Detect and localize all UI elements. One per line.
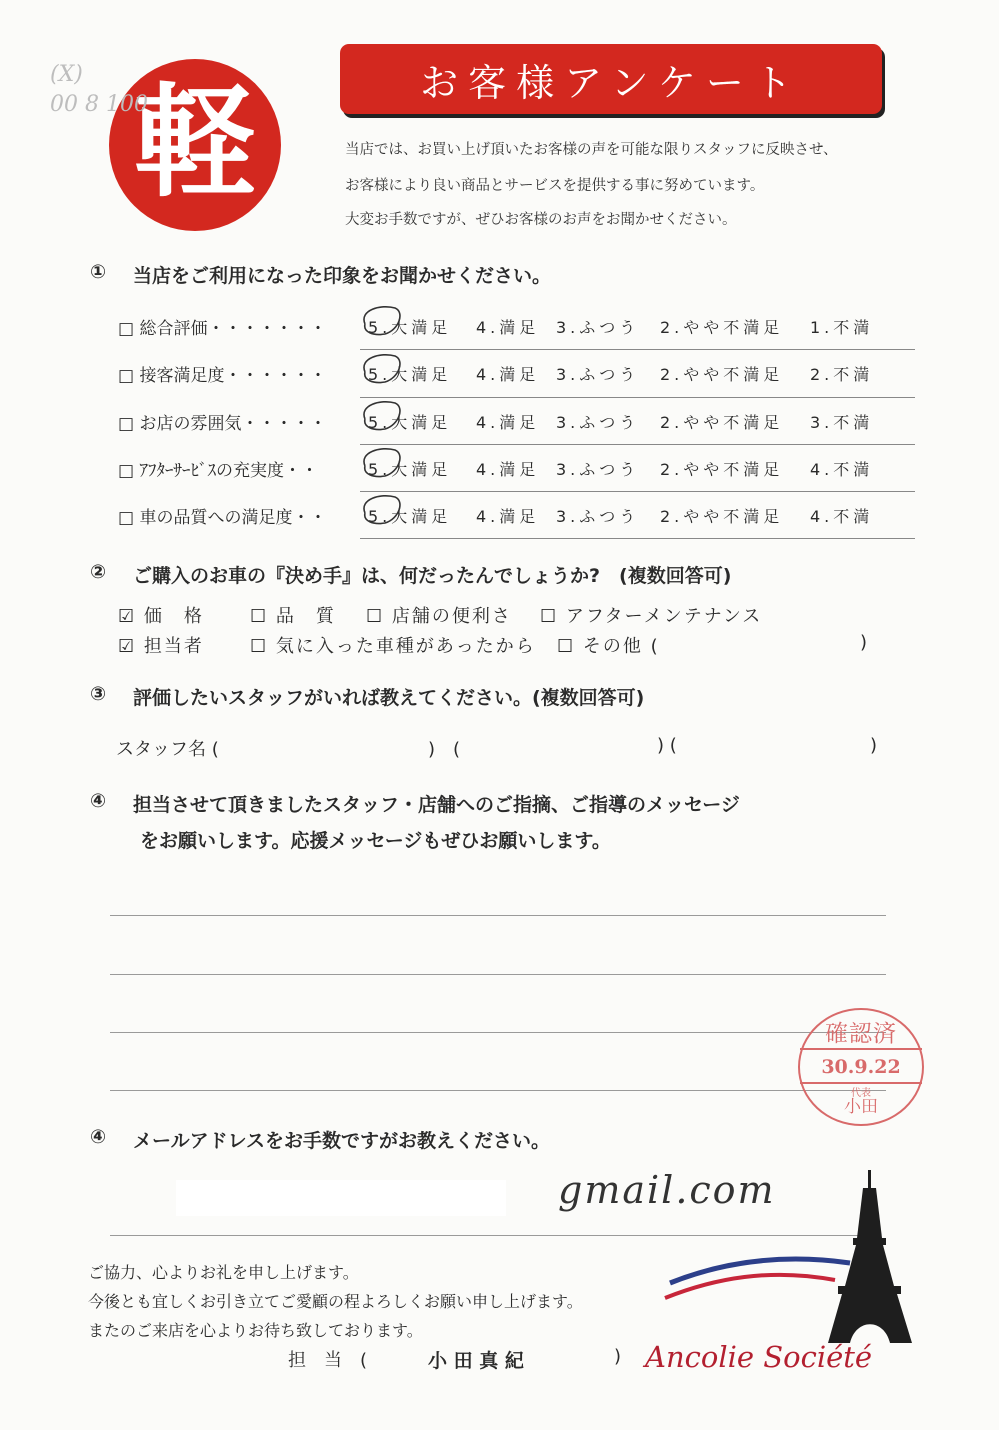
checkbox-checked-icon[interactable]: ☑ [118, 606, 137, 627]
page-title: お客様アンケート [420, 60, 802, 105]
message-line [110, 1032, 886, 1033]
tantou-name: 小 田 真 紀 [428, 1350, 524, 1372]
rating-options [368, 457, 873, 480]
answer-circles [355, 302, 415, 537]
staff-name-input-1[interactable] [240, 733, 420, 759]
rating-opt-3[interactable]: 3.ふつう [556, 460, 640, 479]
q3-text: 評価したいスタッフがいれば教えてください。(複数回答可) [133, 687, 645, 709]
row-divider [360, 491, 915, 492]
checkbox-checked-icon[interactable]: ☑ [118, 636, 137, 657]
row-divider [360, 444, 915, 445]
staff-label: スタッフ名 ( [116, 739, 219, 760]
confirmation-stamp [798, 1008, 924, 1126]
rating-opt-4[interactable]: 4.満足 [476, 413, 540, 432]
checkbox-icon[interactable]: ☐ [557, 636, 576, 657]
rating-opt-5[interactable]: 5.大満足 [368, 460, 452, 479]
message-line [110, 1090, 886, 1091]
row-divider [360, 349, 915, 350]
rating-opt-1[interactable]: 4.不満 [810, 460, 874, 479]
rating-opt-4[interactable]: 4.満足 [476, 318, 540, 337]
rating-options [368, 362, 873, 385]
row-divider [360, 397, 915, 398]
stamp-divider [800, 1048, 922, 1050]
rating-label[interactable]: □ 接客満足度・・・・・・ [118, 366, 327, 386]
header-note-line1: (X) [50, 62, 83, 87]
intro-line-1: 当店では、お買い上げ頂いたお客様の声を可能な限りスタッフに反映させ、 [345, 142, 838, 158]
rating-opt-3[interactable]: 3.ふつう [556, 318, 640, 337]
rating-opt-2[interactable]: 2.やや不満足 [660, 460, 784, 479]
answer-circle [364, 402, 400, 430]
rating-label[interactable]: □ 車の品質への満足度・・ [118, 508, 327, 528]
brand-name: Ancolie Société [645, 1340, 873, 1374]
q4-text-line1: 担当させて頂きましたスタッフ・店舗へのご指摘、ご指導のメッセージ [133, 794, 740, 816]
logo-char: 軽 [134, 72, 256, 214]
staff-name-input-3[interactable] [700, 733, 860, 759]
rating-opt-5[interactable]: 5.大満足 [368, 413, 452, 432]
message-line [110, 915, 886, 916]
rating-opt-5[interactable]: 5.大満足 [368, 507, 452, 526]
option-other-close: ) [860, 632, 870, 653]
option-price-label: 価 格 [143, 606, 204, 627]
q4-text-line2: をお願いします。応援メッセージもぜひお願いします。 [140, 830, 611, 852]
rating-opt-2[interactable]: 2.やや不満足 [660, 413, 784, 432]
staff-paren-1: ) ( [428, 739, 461, 760]
rating-options [368, 504, 873, 527]
eiffel-tower-icon [828, 1170, 912, 1343]
tantou-label: 担 当 ( [288, 1350, 368, 1371]
rating-opt-5[interactable]: 5.大満足 [368, 318, 452, 337]
q5-number: ④ [90, 1126, 107, 1148]
answer-circle [364, 496, 400, 524]
q2-number: ② [90, 561, 107, 583]
rating-opt-4[interactable]: 4.満足 [476, 460, 540, 479]
intro-line-2: お客様により良い商品とサービスを提供する事に努めています。 [345, 178, 765, 194]
rating-label[interactable]: □ 総合評価・・・・・・・ [118, 319, 327, 339]
checkbox-icon[interactable]: ☐ [366, 606, 385, 627]
option-quality-label: 品 質 [275, 606, 336, 627]
rating-opt-1[interactable]: 1.不満 [810, 318, 874, 337]
option-convenience-label: 店舗の便利さ [391, 606, 512, 627]
stamp-name: 小田 [844, 1097, 878, 1117]
option-price[interactable] [118, 602, 204, 628]
rating-label[interactable]: □ お店の雰囲気・・・・・ [118, 414, 327, 434]
option-other[interactable] [557, 632, 660, 658]
rating-label[interactable]: □ ｱﾌﾀｰｻｰﾋﾞｽの充実度・・ [118, 461, 318, 481]
rating-options [368, 315, 873, 338]
checkbox-icon[interactable]: ☐ [250, 606, 269, 627]
rating-options [368, 410, 873, 433]
option-other-label: その他 ( [582, 636, 660, 657]
rating-opt-3[interactable]: 3.ふつう [556, 365, 640, 384]
q4-number: ④ [90, 790, 107, 812]
rating-opt-1[interactable]: 3.不満 [810, 413, 874, 432]
rating-opt-3[interactable]: 3.ふつう [556, 413, 640, 432]
rating-opt-1[interactable]: 4.不満 [810, 507, 874, 526]
row-divider [360, 538, 915, 539]
rating-opt-2[interactable]: 2.やや不満足 [660, 507, 784, 526]
stamp-role: 代表 [851, 1088, 871, 1099]
option-maintenance[interactable] [540, 602, 762, 628]
email-redaction [176, 1180, 506, 1216]
staff-name-input-2[interactable] [490, 733, 650, 759]
brand-swoosh-red [665, 1275, 835, 1298]
option-quality[interactable] [250, 602, 336, 628]
header-note-line2: 00 8 100 [50, 92, 148, 117]
option-staff-label: 担当者 [143, 636, 204, 657]
answer-circle [364, 355, 400, 383]
stamp-title: 確認済 [825, 1021, 897, 1047]
q2-text: ご購入のお車の『決め手』は、何だったんでしょうか? (複数回答可) [133, 565, 732, 587]
staff-paren-2: ) ( [657, 735, 677, 756]
header-note [50, 60, 148, 120]
rating-opt-2[interactable]: 2.やや不満足 [660, 365, 784, 384]
closing-line-1: ご協力、心よりお礼を申し上げます。 [88, 1263, 359, 1282]
q1-number: ① [90, 261, 107, 283]
intro-line-3: 大変お手数ですが、ぜひお客様のお声をお聞かせください。 [345, 212, 737, 228]
answer-circle [364, 449, 400, 477]
closing-line-2: 今後とも宜しくお引き立てご愛顧の程よろしくお願い申し上げます。 [88, 1292, 583, 1311]
rating-opt-4[interactable]: 4.満足 [476, 365, 540, 384]
option-convenience[interactable] [366, 602, 512, 628]
staff-paren-3: ) [870, 735, 878, 756]
option-maintenance-label: アフターメンテナンス [565, 606, 763, 627]
checkbox-icon[interactable]: ☐ [540, 606, 559, 627]
closing-line-3: またのご来店を心よりお待ち致しております。 [88, 1321, 423, 1340]
option-staff[interactable] [118, 632, 204, 658]
checkbox-icon[interactable]: ☐ [250, 636, 269, 657]
rating-opt-5[interactable]: 5.大満足 [368, 365, 452, 384]
answer-circle [364, 307, 400, 335]
q1-text: 当店をご利用になった印象をお聞かせください。 [133, 265, 552, 287]
tantou-close: ) [614, 1346, 622, 1367]
rating-opt-1[interactable]: 2.不満 [810, 365, 874, 384]
q3-number: ③ [90, 683, 107, 705]
option-model[interactable] [250, 632, 536, 658]
option-model-label: 気に入った車種があったから [275, 636, 536, 657]
q5-text: メールアドレスをお手数ですがお教えください。 [133, 1130, 551, 1152]
message-line [110, 974, 886, 975]
email-value[interactable]: gmail.com [558, 1168, 776, 1212]
rating-opt-2[interactable]: 2.やや不満足 [660, 318, 784, 337]
rating-opt-4[interactable]: 4.満足 [476, 507, 540, 526]
rating-opt-3[interactable]: 3.ふつう [556, 507, 640, 526]
stamp-date: 30.9.22 [821, 1056, 901, 1078]
title-banner [340, 44, 882, 114]
